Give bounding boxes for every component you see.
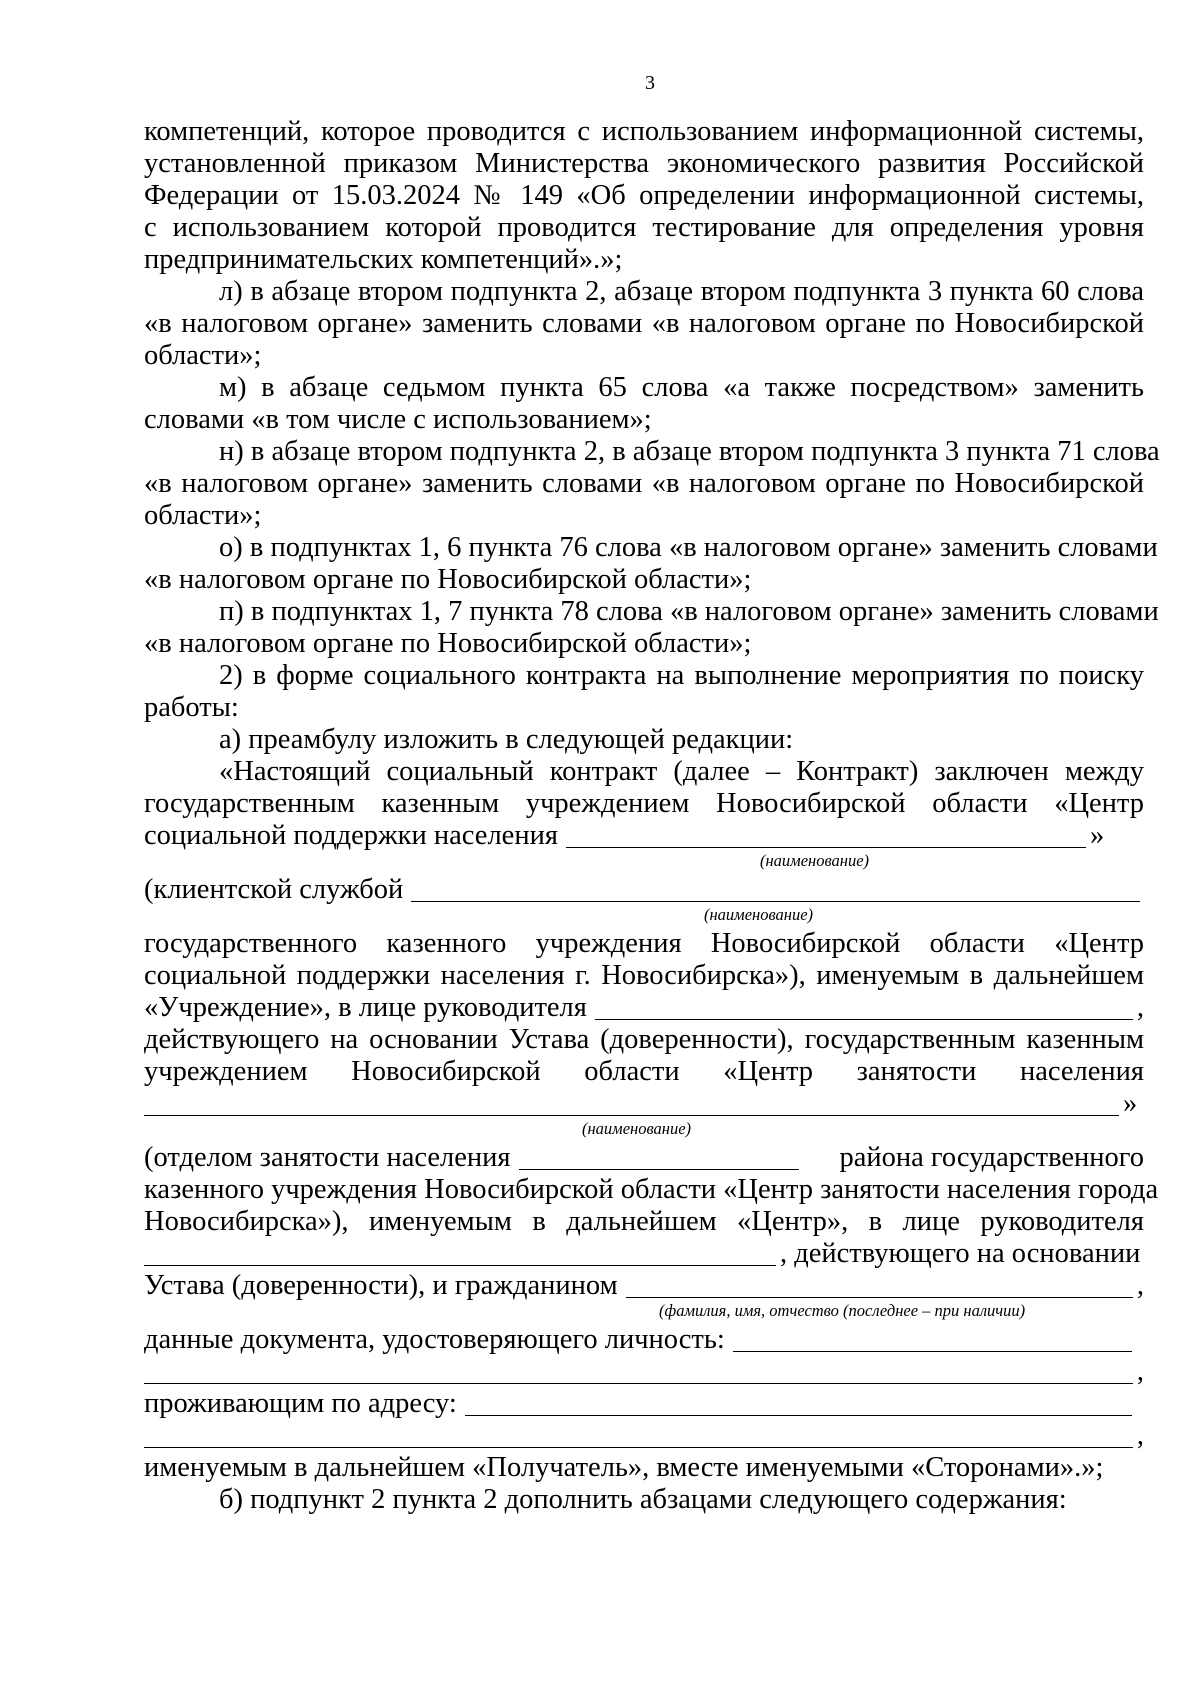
item-2-line: 2) в форме социального контракта на выполнение мероприятия по поиску <box>219 660 1144 691</box>
paragraph-line: области»; <box>144 340 262 371</box>
caption-row <box>144 1120 1144 1142</box>
form-line-head <box>144 992 1144 1024</box>
form-line-id-document <box>144 1324 1144 1356</box>
paragraph-line: Новосибирска»), именуемым в дальнейшем «Центр», в лице руководителя <box>144 1206 1144 1237</box>
paragraph-line: работы: <box>144 692 239 723</box>
blank-field-district <box>519 1145 799 1170</box>
comma: , <box>1136 992 1144 1023</box>
paragraph-line: области»; <box>144 500 262 531</box>
paragraph-line: компетенций, которое проводится с использованием информационной системы, <box>144 116 1144 147</box>
form-line-address <box>144 1388 1144 1420</box>
item-b-line: б) подпункт 2 пункта 2 дополнить абзацами следующего содержания: <box>219 1484 1067 1515</box>
paragraph-line: социальной поддержки населения г. Новосибирска»), именуемым в дальнейшем <box>144 960 1144 991</box>
item-m-line: м) в абзаце седьмом пункта 65 слова «а также посредством» заменить <box>219 372 1144 403</box>
field-caption: (наименование) <box>760 851 870 870</box>
paragraph-line: «в налоговом органе» заменить словами «в налоговом органе по Новосибирской <box>144 308 1144 339</box>
form-label: района государственного <box>839 1142 1144 1173</box>
blank-field-center-name <box>566 823 1086 848</box>
form-line-employment-dept <box>144 1142 1144 1174</box>
comma: , <box>1136 1270 1144 1301</box>
closing-quote: » <box>1123 1088 1138 1119</box>
paragraph-line: словами «в том числе с использованием»; <box>144 404 652 435</box>
blank-field-head <box>595 995 1133 1020</box>
form-label: данные документа, удостоверяющего личность: <box>144 1324 725 1355</box>
item-a-line: а) преамбулу изложить в следующей редакции: <box>219 724 794 755</box>
caption-row <box>144 852 1144 874</box>
paragraph-line: Федерации от 15.03.2024 № 149 «Об определении информационной системы, <box>144 180 1144 211</box>
blank-field-address <box>465 1391 1132 1416</box>
form-line-employment-center <box>144 1088 1144 1120</box>
paragraph-line: казенного учреждения Новосибирской области «Центр занятости населения города <box>144 1174 1159 1205</box>
paragraph-line: предпринимательских компетенций».»; <box>144 244 623 275</box>
blank-field-employment-center <box>144 1091 1119 1116</box>
blank-field-id-document <box>733 1327 1132 1352</box>
document-body <box>144 116 1160 1516</box>
form-line-address-cont <box>144 1420 1144 1452</box>
blank-field-id-document-cont <box>144 1359 1133 1384</box>
paragraph-line: государственного казенного учреждения Новосибирской области «Центр <box>144 928 1144 959</box>
blank-field-client-service <box>411 877 1140 902</box>
item-n-line: н) в абзаце втором подпункта 2, в абзаце втором подпункта 3 пункта 71 слова <box>219 436 1160 467</box>
paragraph-line: «в налоговом органе» заменить словами «в налоговом органе по Новосибирской <box>144 468 1144 499</box>
paragraph-line: учреждением Новосибирской области «Центр занятости населения <box>144 1056 1144 1087</box>
form-label: Устава (доверенности), и гражданином <box>144 1270 618 1301</box>
blank-field-citizen <box>626 1273 1133 1298</box>
paragraph-line: государственным казенным учреждением Новосибирской области «Центр <box>144 788 1144 819</box>
form-line-citizen <box>144 1270 1144 1302</box>
form-label: (клиентской службой <box>144 874 404 905</box>
paragraph-line: с использованием которой проводится тестирование для определения уровня <box>144 212 1144 243</box>
comma: , <box>1136 1420 1144 1451</box>
paragraph-line: «в налоговом органе по Новосибирской области»; <box>144 564 752 595</box>
form-label: , действующего на основании <box>780 1238 1141 1269</box>
item-o-line: о) в подпунктах 1, 6 пункта 76 слова «в налоговом органе» заменить словами <box>219 532 1158 563</box>
form-label: социальной поддержки населения <box>144 820 558 851</box>
form-line-client-service <box>144 874 1144 906</box>
form-line-id-document-cont <box>144 1356 1144 1388</box>
caption-row <box>144 1302 1144 1324</box>
field-caption: (фамилия, имя, отчество (последнее – при наличии) <box>659 1301 1026 1320</box>
comma: , <box>1136 1356 1144 1387</box>
form-line-center-head <box>144 1238 1144 1270</box>
blank-field-center-head <box>144 1241 776 1266</box>
item-p-line: п) в подпунктах 1, 7 пункта 78 слова «в налоговом органе» заменить словами <box>219 596 1159 627</box>
item-l-line: л) в абзаце втором подпункта 2, абзаце втором подпункта 3 пункта 60 слова <box>219 276 1144 307</box>
paragraph-line: именуемым в дальнейшем «Получатель», вместе именуемыми «Сторонами».»; <box>144 1452 1104 1483</box>
form-label: (отделом занятости населения <box>144 1142 511 1173</box>
closing-quote: » <box>1089 820 1105 851</box>
paragraph-line: установленной приказом Министерства экономического развития Российской <box>144 148 1144 179</box>
form-label: «Учреждение», в лице руководителя <box>144 992 587 1023</box>
field-caption: (наименование) <box>704 905 814 924</box>
quote-line: «Настоящий социальный контракт (далее – Контракт) заключен между <box>219 756 1144 787</box>
caption-row <box>144 906 1144 928</box>
form-label: проживающим по адресу: <box>144 1388 457 1419</box>
form-line-center-name <box>144 820 1144 852</box>
paragraph-line: «в налоговом органе по Новосибирской области»; <box>144 628 752 659</box>
blank-field-address-cont <box>144 1423 1133 1448</box>
paragraph-line: действующего на основании Устава (доверенности), государственным казенным <box>144 1024 1144 1055</box>
field-caption: (наименование) <box>582 1119 692 1138</box>
page-number: 3 <box>645 72 655 94</box>
